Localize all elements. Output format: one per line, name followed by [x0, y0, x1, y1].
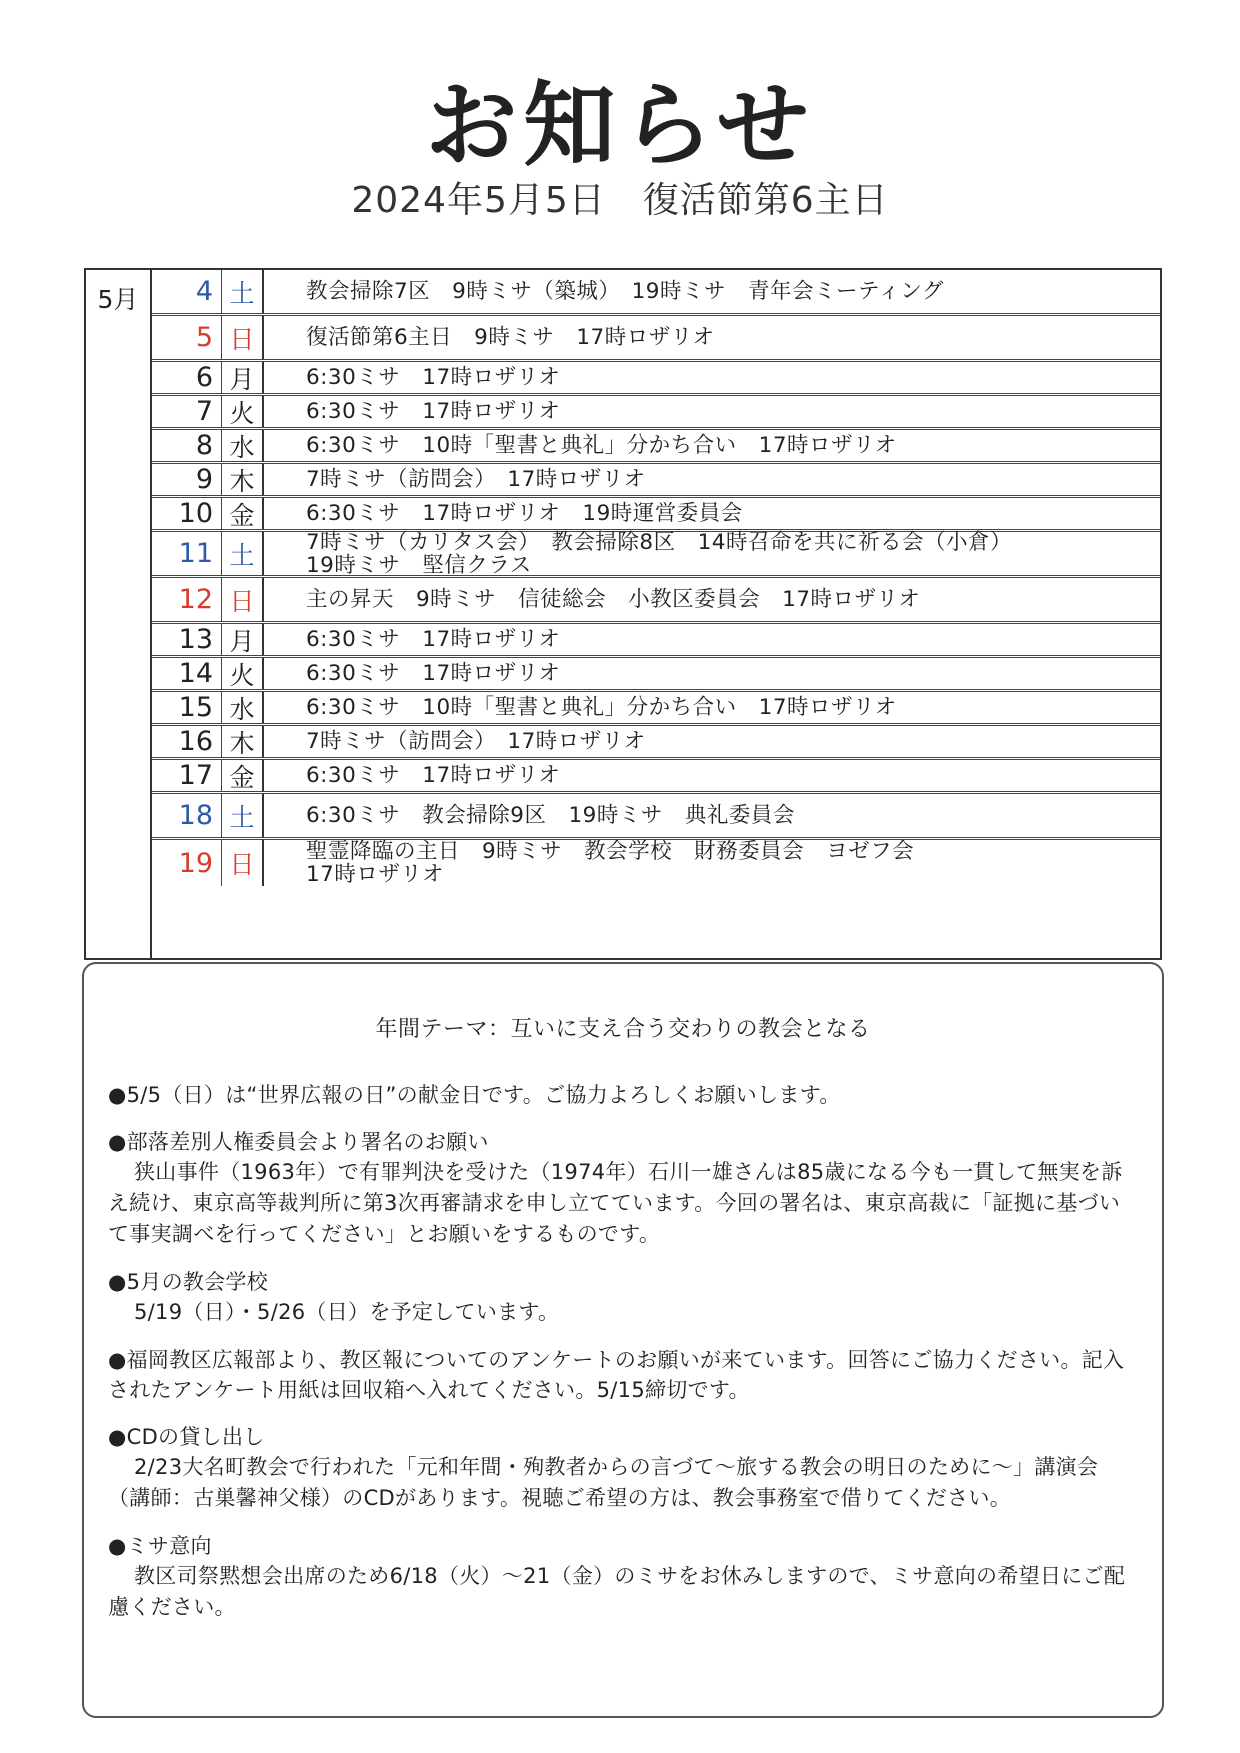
- weekday: 月: [222, 624, 264, 655]
- day-number: 13: [152, 624, 222, 655]
- weekday: 月: [222, 362, 264, 393]
- schedule-row: [152, 362, 1160, 396]
- schedule-row: [152, 692, 1160, 726]
- day-events: 復活節第6主日 9時ミサ 17時ロザリオ: [306, 325, 715, 350]
- page-title: お知らせ: [425, 72, 815, 179]
- schedule-row: [152, 270, 1160, 316]
- notice-item: [108, 1127, 1138, 1250]
- notice-item: [108, 1267, 1138, 1328]
- schedule-row: [152, 396, 1160, 430]
- day-number: 5: [152, 316, 222, 359]
- weekday: 金: [222, 498, 264, 529]
- weekday: 日: [222, 316, 264, 359]
- day-events: 6:30ミサ 10時「聖書と典礼」分かち合い 17時ロザリオ: [306, 695, 897, 720]
- day-events: 6:30ミサ 17時ロザリオ 19時運営委員会: [306, 501, 743, 526]
- notice-item-body: 5/19（日）・5/26（日）を予定しています。: [134, 1300, 560, 1324]
- day-number: 8: [152, 430, 222, 461]
- notice-item: [108, 1422, 1138, 1514]
- day-events: 7時ミサ（カリタス会） 教会掃除8区 14時召命を共に祈る会（小倉） 19時ミサ 堅信クラス: [306, 529, 1012, 578]
- schedule-rows: [152, 270, 1160, 886]
- schedule-row: [152, 658, 1160, 692]
- weekday: 水: [222, 692, 264, 723]
- day-events: 6:30ミサ 17時ロザリオ: [306, 399, 561, 424]
- weekday: 金: [222, 760, 264, 791]
- weekday: 木: [222, 464, 264, 495]
- day-events: 6:30ミサ 17時ロザリオ: [306, 763, 561, 788]
- day-events: 7時ミサ（訪問会） 17時ロザリオ: [306, 467, 646, 492]
- notice-item-body: 教区司祭黙想会出席のため6/18（火）～21（金）のミサをお休みしますので、ミサ意向の希望日にご配慮ください。: [108, 1564, 1126, 1619]
- schedule-row: [152, 498, 1160, 532]
- day-number: 12: [152, 578, 222, 621]
- schedule-row: [152, 316, 1160, 362]
- day-events: 聖霊降臨の主日 9時ミサ 教会学校 財務委員会 ヨゼフ会 17時ロザリオ: [306, 839, 915, 887]
- day-events: 6:30ミサ 教会掃除9区 19時ミサ 典礼委員会: [306, 803, 795, 828]
- schedule-row: [152, 464, 1160, 498]
- day-number: 7: [152, 396, 222, 427]
- schedule-row: [152, 726, 1160, 760]
- weekday: 木: [222, 726, 264, 757]
- notice-item-body: 狭山事件（1963年）で有罪判決を受けた（1974年）石川一雄さんは85歳になる今も一貫して無実を訴え続け、東京高等裁判所に第3次再審請求を申し立てています。今回の署名は、東京高裁に「証拠に基づいて事実調べを行ってください」とお願いをするものです。: [108, 1160, 1123, 1246]
- weekday: 水: [222, 430, 264, 461]
- day-number: 16: [152, 726, 222, 757]
- day-events: 6:30ミサ 17時ロザリオ: [306, 365, 561, 390]
- schedule-row: [152, 430, 1160, 464]
- day-number: 15: [152, 692, 222, 723]
- schedule-row: [152, 760, 1160, 794]
- day-events: 教会掃除7区 9時ミサ（築城） 19時ミサ 青年会ミーティング: [306, 279, 944, 304]
- month-label: 5月: [86, 270, 152, 958]
- day-number: 17: [152, 760, 222, 791]
- schedule-table: [84, 268, 1162, 960]
- day-number: 18: [152, 794, 222, 837]
- day-events: 6:30ミサ 17時ロザリオ: [306, 627, 561, 652]
- weekday: 火: [222, 658, 264, 689]
- notice-item-heading: ●福岡教区広報部より、教区報についてのアンケートのお願いが来ています。回答にご協力ください。記入されたアンケート用紙は回収箱へ入れてください。5/15締切です。: [108, 1348, 1125, 1402]
- schedule-row: [152, 840, 1160, 886]
- schedule-row: [152, 794, 1160, 840]
- day-number: 14: [152, 658, 222, 689]
- schedule-row: [152, 624, 1160, 658]
- day-events: 7時ミサ（訪問会） 17時ロザリオ: [306, 729, 646, 754]
- day-number: 6: [152, 362, 222, 393]
- annual-theme: 年間テーマ：互いに支え合う交わりの教会となる: [375, 1017, 871, 1042]
- notice-item-heading: ●部落差別人権委員会より署名のお願い: [108, 1130, 489, 1154]
- day-number: 9: [152, 464, 222, 495]
- weekday: 土: [222, 270, 264, 313]
- day-events: 6:30ミサ 17時ロザリオ: [306, 661, 561, 686]
- page-subtitle: 2024年5月5日 復活節第6主日: [351, 180, 889, 221]
- weekday: 火: [222, 396, 264, 427]
- notice-items: [108, 1080, 1138, 1640]
- weekday: 日: [222, 578, 264, 621]
- notice-item-heading: ●ミサ意向: [108, 1534, 212, 1558]
- day-number: 19: [152, 840, 222, 886]
- notice-item-heading: ●CDの貸し出し: [108, 1425, 265, 1449]
- day-events: 主の昇天 9時ミサ 信徒総会 小教区委員会 17時ロザリオ: [306, 587, 921, 612]
- notice-item-heading: ●5/5（日）は“世界広報の日”の献金日です。ご協力よろしくお願いします。: [108, 1083, 841, 1107]
- schedule-row: [152, 578, 1160, 624]
- schedule-row: [152, 529, 1160, 578]
- notice-item: [108, 1345, 1138, 1405]
- notice-item: [108, 1531, 1138, 1623]
- notice-item-heading: ●5月の教会学校: [108, 1270, 269, 1294]
- day-number: 11: [152, 532, 222, 575]
- weekday: 日: [222, 840, 264, 886]
- weekday: 土: [222, 532, 264, 575]
- day-events: 6:30ミサ 10時「聖書と典礼」分かち合い 17時ロザリオ: [306, 433, 897, 458]
- day-number: 4: [152, 270, 222, 313]
- notice-box: [82, 962, 1164, 1718]
- weekday: 土: [222, 794, 264, 837]
- notice-item-body: 2/23大名町教会で行われた「元和年間・殉教者からの言づて～旅する教会の明日のために～」講演会（講師：古巣馨神父様）のCDがあります。視聴ご希望の方は、教会事務室で借りてください。: [108, 1455, 1099, 1510]
- notice-item: [108, 1080, 1138, 1110]
- day-number: 10: [152, 498, 222, 529]
